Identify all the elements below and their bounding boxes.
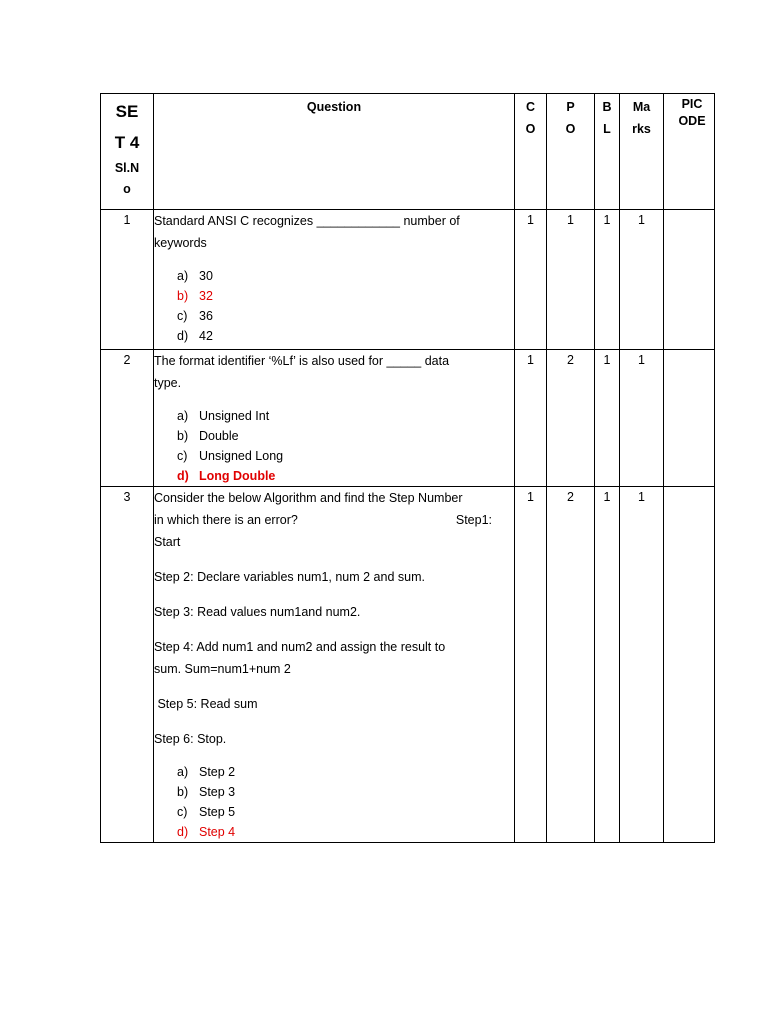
q3-options <box>154 762 514 842</box>
q2-marks: 1 <box>638 353 645 367</box>
header-pic-cell <box>664 94 715 210</box>
header-slno-line2: o <box>123 182 131 196</box>
q3-step5: Step 5: Read sum <box>154 697 258 711</box>
q3-step3: Step 3: Read values num1and num2. <box>154 605 361 619</box>
q3-text-line1: Consider the below Algorithm and find the Step Number <box>154 491 463 505</box>
question-table <box>100 93 715 843</box>
q3-option-d-answer: d) Step 4 <box>177 825 236 839</box>
q1-co: 1 <box>527 213 534 227</box>
header-set <box>101 94 153 158</box>
q1-option-a: a) 30 <box>177 269 213 283</box>
q3-picode <box>664 487 715 843</box>
q3-step4-line2: sum. Sum=num1+num 2 <box>154 662 291 676</box>
q3-po: 2 <box>567 490 574 504</box>
header-set-line1: SE <box>115 102 139 121</box>
header-co-cell <box>515 94 547 210</box>
q1-question <box>154 210 515 350</box>
header-po-line2: O <box>565 122 576 136</box>
q3-step4-line1: Step 4: Add num1 and num2 and assign the result to <box>154 640 446 654</box>
header-pic-line2: ODE <box>678 114 706 128</box>
header-marks <box>620 94 663 140</box>
q1-option-c: c) 36 <box>177 309 213 323</box>
q3-option-a: a) Step 2 <box>177 765 236 779</box>
header-pic-line1: PIC <box>681 97 703 111</box>
header-set-line2: T 4 <box>114 133 140 152</box>
q2-co: 1 <box>527 353 534 367</box>
q3-bl: 1 <box>603 490 611 504</box>
q3-text-line3: Start <box>154 535 181 549</box>
header-po-line1: P <box>566 100 575 114</box>
header-co <box>515 94 546 140</box>
q3-option-c: c) Step 5 <box>177 805 236 819</box>
q1-bl: 1 <box>603 213 611 227</box>
header-set-cell <box>101 94 154 210</box>
q1-text-line1: Standard ANSI C recognizes ____________ number of <box>154 214 460 228</box>
q1-marks: 1 <box>638 213 645 227</box>
header-co-line2: O <box>525 122 536 136</box>
header-question-cell <box>154 94 515 210</box>
q1-sl: 1 <box>123 213 131 227</box>
header-slno-line1: Sl.N <box>114 161 140 175</box>
header-po-cell <box>547 94 595 210</box>
q3-sl: 3 <box>123 490 131 504</box>
header-marks-line2: rks <box>632 122 651 136</box>
table-row <box>101 350 715 487</box>
table-row <box>101 210 715 350</box>
q3-marks: 1 <box>638 490 645 504</box>
header-question: Question <box>306 100 362 114</box>
header-marks-cell <box>620 94 664 210</box>
table-row <box>101 487 715 843</box>
q3-question <box>154 487 515 843</box>
header-bl-line1: B <box>602 100 612 114</box>
q2-po: 2 <box>567 353 574 367</box>
header-pic <box>664 94 714 130</box>
q2-text-line2: type. <box>154 376 182 390</box>
q3-option-b: b) Step 3 <box>177 785 236 799</box>
q2-sl: 2 <box>123 353 131 367</box>
q3-text-line2-row <box>154 509 514 531</box>
q1-text-line2: keywords <box>154 236 207 250</box>
q1-picode <box>664 210 715 350</box>
header-po <box>547 94 594 140</box>
header-co-line1: C <box>525 100 536 114</box>
q3-step2: Step 2: Declare variables num1, num 2 and sum. <box>154 570 425 584</box>
q2-option-c: c) Unsigned Long <box>177 449 284 463</box>
header-slno <box>101 158 153 200</box>
q2-option-d-answer: d) Long Double <box>177 469 276 483</box>
q2-options <box>154 406 514 486</box>
q1-options <box>154 266 514 346</box>
q2-option-b: b) Double <box>177 429 239 443</box>
q2-bl: 1 <box>603 353 611 367</box>
q3-co: 1 <box>527 490 534 504</box>
q2-question <box>154 350 515 487</box>
header-bl-line2: L <box>603 122 611 136</box>
q2-text-line1: The format identifier ‘%Lf’ is also used for _____ data <box>154 354 450 368</box>
header-marks-line1: Ma <box>632 100 651 114</box>
header-row <box>101 94 715 210</box>
header-bl <box>595 94 619 140</box>
q3-step1-label: Step1: <box>455 513 492 527</box>
q3-text-line2: in which there is an error? <box>154 513 298 527</box>
q1-option-d: d) 42 <box>177 329 213 343</box>
header-bl-cell <box>595 94 620 210</box>
q3-step4 <box>154 636 514 680</box>
q2-option-a: a) Unsigned Int <box>177 409 270 423</box>
q3-step6: Step 6: Stop. <box>154 732 227 746</box>
q1-po: 1 <box>567 213 574 227</box>
q2-picode <box>664 350 715 487</box>
q1-option-b-answer: b) 32 <box>177 289 213 303</box>
